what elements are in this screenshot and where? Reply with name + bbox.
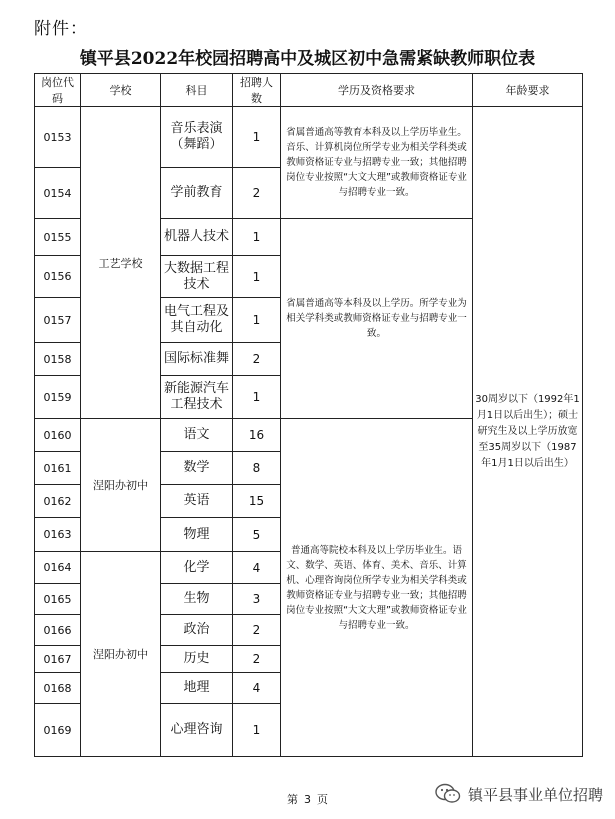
- count-cell: 1: [233, 376, 281, 419]
- position-code: 0169: [35, 704, 81, 757]
- subject-cell: 化学: [161, 552, 233, 584]
- subject-cell: 机器人技术: [161, 219, 233, 256]
- position-code: 0156: [35, 256, 81, 298]
- count-cell: 5: [233, 518, 281, 552]
- count-cell: 1: [233, 256, 281, 298]
- header-count: 招聘人数: [233, 74, 281, 107]
- watermark-text: 镇平县事业单位招聘: [468, 785, 604, 804]
- count-cell: 1: [233, 298, 281, 343]
- subject-cell: 心理咨询: [161, 704, 233, 757]
- position-code: 0164: [35, 552, 81, 584]
- page-number: 3: [304, 793, 311, 806]
- table-header-row: [35, 74, 583, 107]
- count-cell: 1: [233, 107, 281, 168]
- position-code: 0153: [35, 107, 81, 168]
- count-cell: 2: [233, 646, 281, 673]
- subject-cell: 学前教育: [161, 168, 233, 219]
- position-code: 0159: [35, 376, 81, 419]
- subject-cell: 英语: [161, 485, 233, 518]
- wechat-icon: [434, 782, 462, 806]
- watermark: [434, 779, 603, 809]
- count-cell: 4: [233, 673, 281, 704]
- requirements-cell: 省属普通高等本科及以上学历。所学专业为相关学科类或教师资格证专业与招聘专业一致。: [281, 219, 473, 419]
- page-suffix: 页: [317, 793, 328, 806]
- requirements-cell: 省属普通高等教育本科及以上学历毕业生。音乐、计算机岗位所学专业为相关学科类或教师资格证专业与招聘专业一致；其他招聘岗位专业按照“大文大理”或教师资格证专业与招聘专业一致。: [281, 107, 473, 219]
- subject-cell: 生物: [161, 584, 233, 615]
- position-code: 0162: [35, 485, 81, 518]
- subject-cell: 音乐表演（舞蹈）: [161, 107, 233, 168]
- subject-cell: 政治: [161, 615, 233, 646]
- position-code: 0166: [35, 615, 81, 646]
- header-requirements: 学历及资格要求: [281, 74, 473, 107]
- count-cell: 8: [233, 452, 281, 485]
- header-subject: 科目: [161, 74, 233, 107]
- subject-cell: 新能源汽车工程技术: [161, 376, 233, 419]
- header-age: 年龄要求: [473, 74, 583, 107]
- count-cell: 3: [233, 584, 281, 615]
- school-cell: 涅阳办初中: [81, 552, 161, 757]
- subject-cell: 国际标准舞: [161, 343, 233, 376]
- position-code: 0165: [35, 584, 81, 615]
- count-cell: 2: [233, 615, 281, 646]
- position-code: 0163: [35, 518, 81, 552]
- position-code: 0157: [35, 298, 81, 343]
- page-title: 镇平县2022年校园招聘高中及城区初中急需紧缺教师职位表: [79, 49, 536, 69]
- position-code: 0154: [35, 168, 81, 219]
- attachment-label: 附件：: [34, 19, 88, 39]
- count-cell: 16: [233, 419, 281, 452]
- position-code: 0155: [35, 219, 81, 256]
- subject-cell: 大数据工程技术: [161, 256, 233, 298]
- school-cell: 涅阳办初中: [81, 419, 161, 552]
- count-cell: 4: [233, 552, 281, 584]
- count-cell: 1: [233, 219, 281, 256]
- school-cell: 工艺学校: [81, 107, 161, 419]
- subject-cell: 数学: [161, 452, 233, 485]
- subject-cell: 物理: [161, 518, 233, 552]
- count-cell: 2: [233, 168, 281, 219]
- table-row: [35, 107, 583, 168]
- count-cell: 2: [233, 343, 281, 376]
- age-requirement-cell: 30周岁以下（1992年1月1日以后出生）；硕士研究生及以上学历放宽至35周岁以下（1987年1月1日以后出生）: [473, 107, 583, 757]
- subject-cell: 电气工程及其自动化: [161, 298, 233, 343]
- position-code: 0161: [35, 452, 81, 485]
- header-school: 学校: [81, 74, 161, 107]
- position-code: 0160: [35, 419, 81, 452]
- position-code: 0168: [35, 673, 81, 704]
- subject-cell: 地理: [161, 673, 233, 704]
- count-cell: 1: [233, 704, 281, 757]
- header-code: 岗位代码: [35, 74, 81, 107]
- count-cell: 15: [233, 485, 281, 518]
- subject-cell: 历史: [161, 646, 233, 673]
- position-code: 0167: [35, 646, 81, 673]
- positions-table: [34, 73, 583, 757]
- page-prefix: 第: [287, 793, 298, 806]
- requirements-cell: 普通高等院校本科及以上学历毕业生。语文、数学、英语、体育、美术、音乐、计算机、心理咨询岗位所学专业为相关学科类或教师资格证专业与招聘专业一致；其他招聘岗位专业按照“大文大理”或教师资格证专业与招聘专业一致。: [281, 419, 473, 757]
- position-code: 0158: [35, 343, 81, 376]
- subject-cell: 语文: [161, 419, 233, 452]
